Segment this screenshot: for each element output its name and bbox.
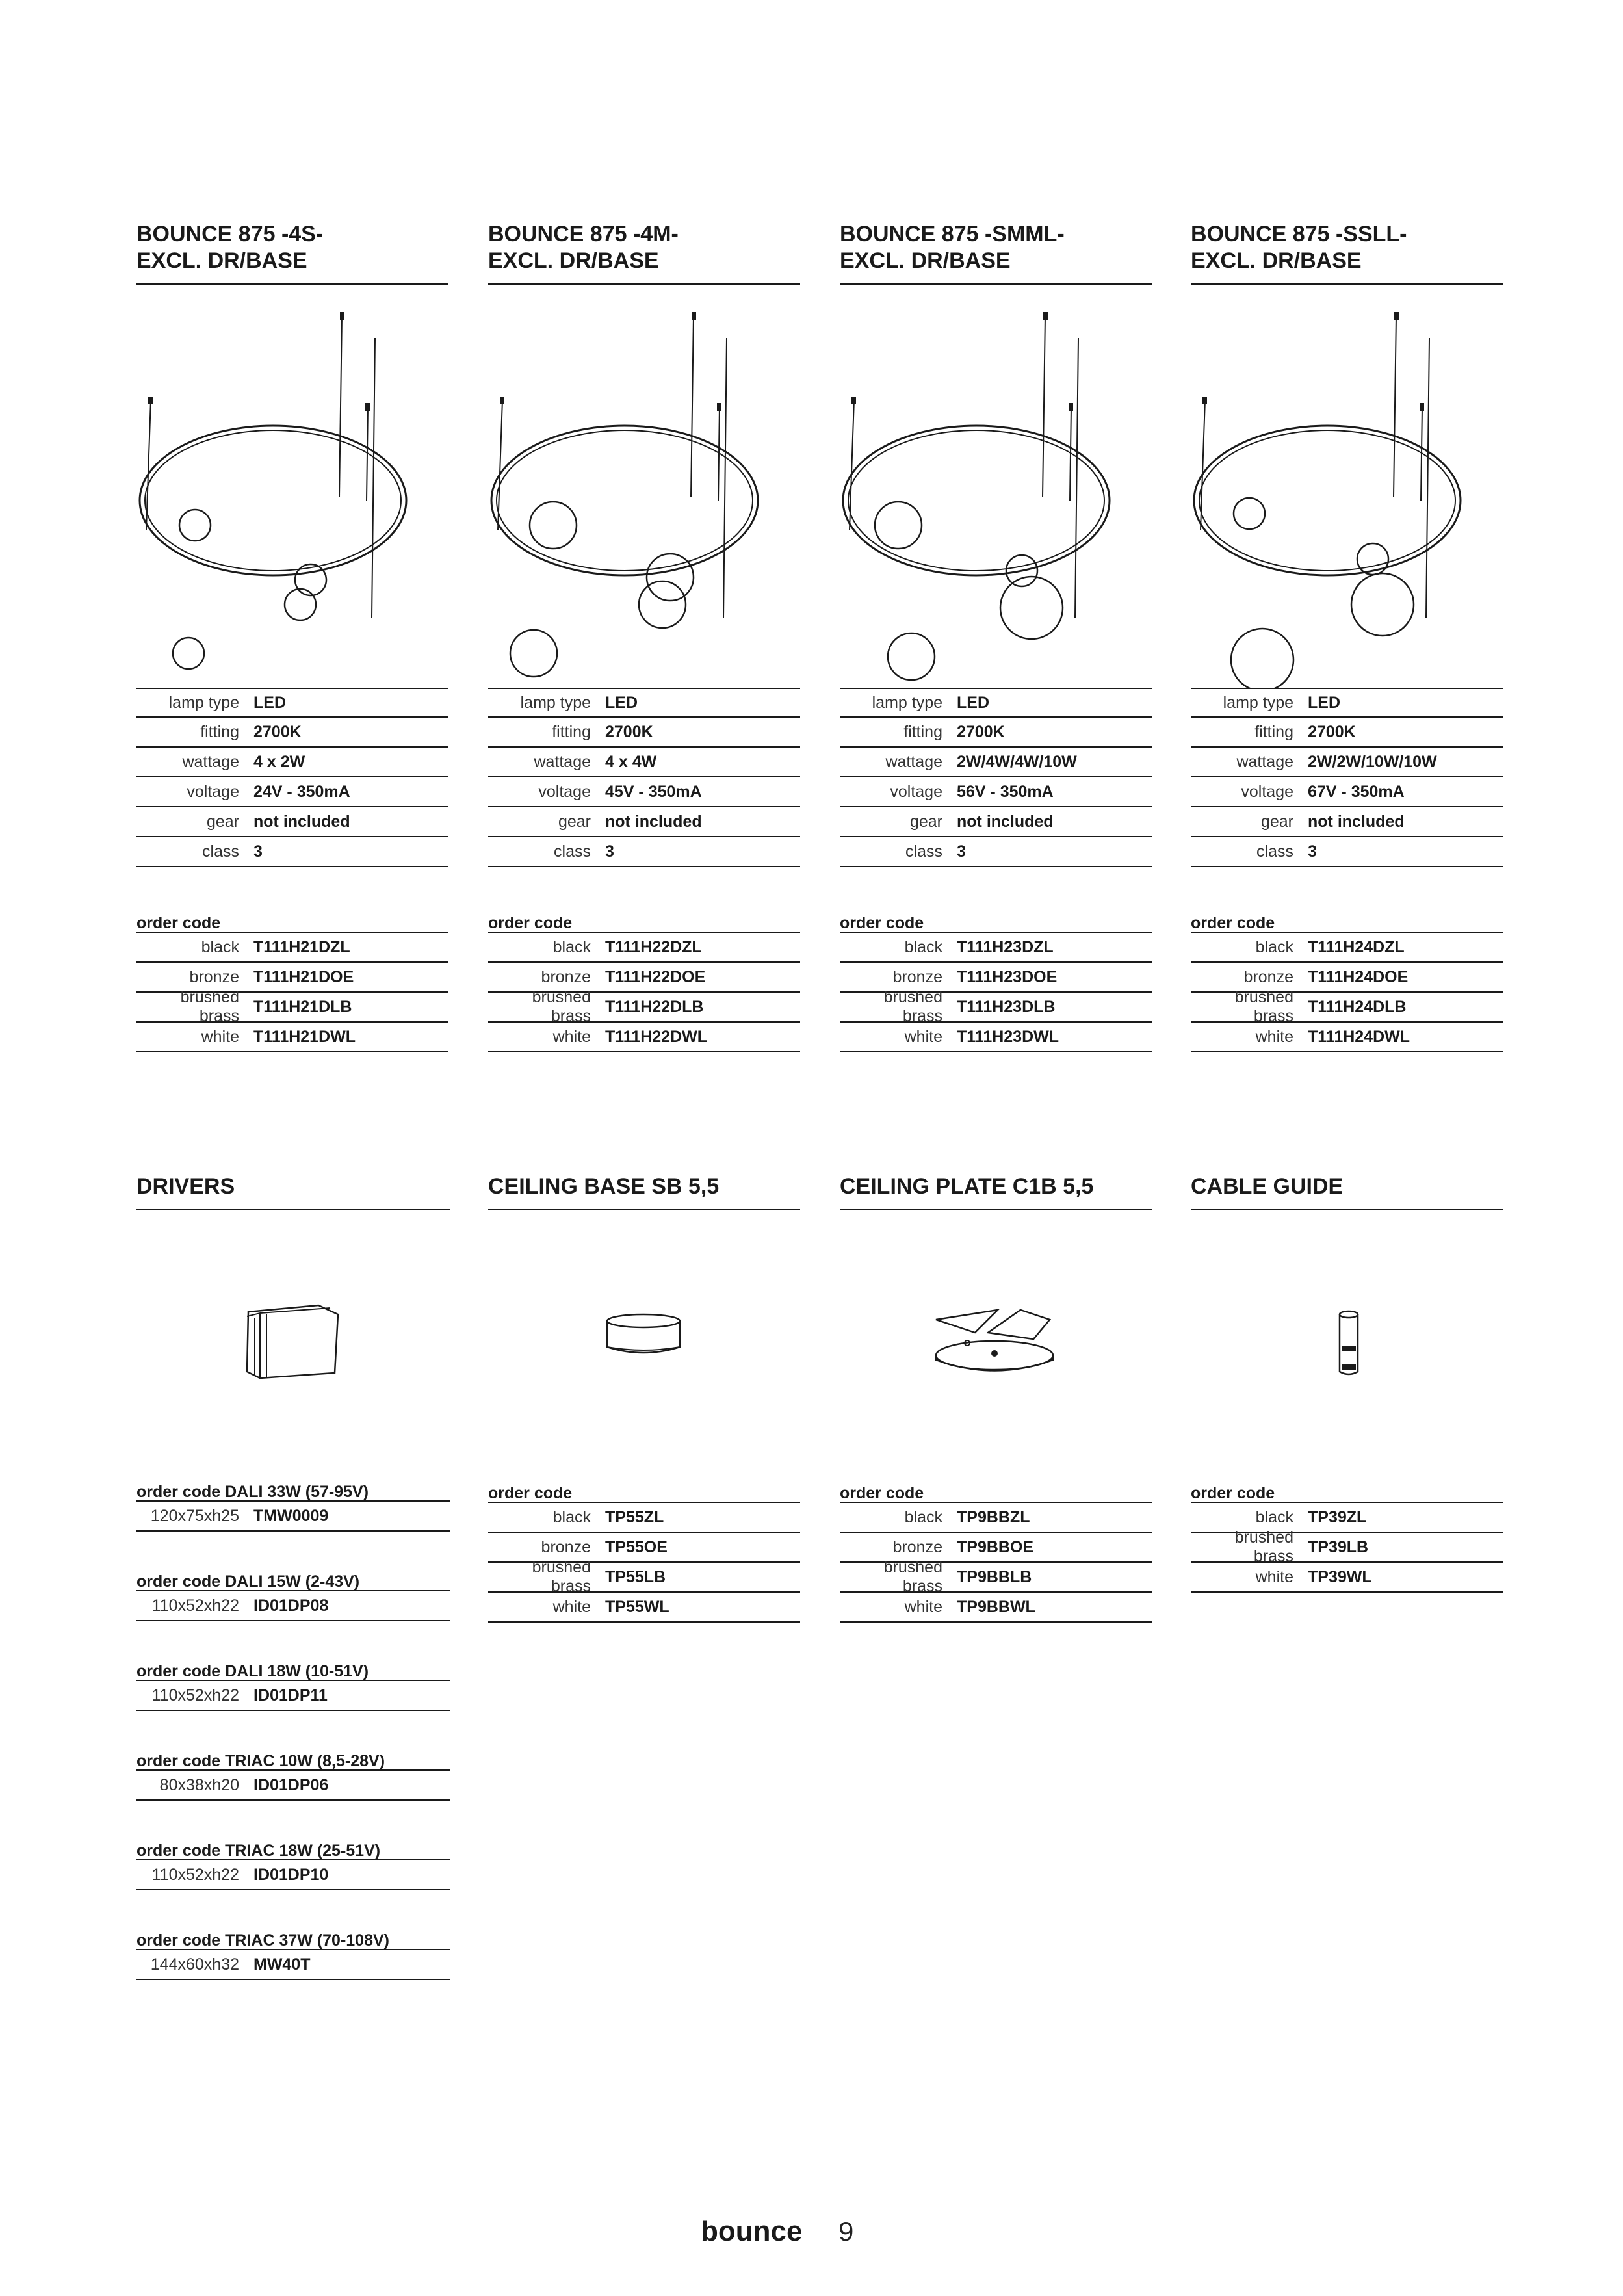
driver-row (136, 1950, 450, 1980)
driver-heading: order code DALI 18W (10-51V) (136, 1662, 450, 1681)
order-code-row (840, 988, 1152, 1025)
order-code-table (1191, 913, 1503, 1052)
ceiling-plate-title: CEILING PLATE C1B 5,5 (840, 1173, 1152, 1210)
spec-label: class (554, 842, 591, 861)
order-code-row (488, 1023, 800, 1052)
spec-row (488, 777, 800, 807)
order-code-row (840, 1593, 1152, 1623)
spec-value: 2W/2W/10W/10W (1308, 752, 1437, 771)
spec-row (488, 837, 800, 867)
spec-row (488, 718, 800, 748)
driver-heading: order code TRIAC 18W (25-51V) (136, 1841, 450, 1860)
spec-label: wattage (1236, 752, 1293, 771)
spec-value: 3 (605, 842, 614, 861)
spec-row (488, 688, 800, 718)
spec-label: gear (1260, 812, 1293, 831)
pendant-4m-drawing (488, 306, 800, 689)
order-code-value: T111H23DOE (957, 967, 1058, 986)
ceiling-base-drawing (601, 1307, 686, 1365)
order-code-row (136, 1023, 448, 1052)
order-code-row (840, 1558, 1152, 1595)
driver-group (136, 1572, 450, 1621)
driver-code: ID01DP10 (253, 1865, 329, 1884)
finish-label: black (1255, 937, 1293, 956)
order-code-heading: order code (136, 913, 448, 933)
order-code-heading: order code (840, 913, 1152, 933)
spec-value: not included (957, 812, 1054, 831)
drivers-title: DRIVERS (136, 1173, 450, 1210)
order-code-value: TP55ZL (605, 1507, 664, 1526)
spec-value: LED (957, 693, 989, 712)
order-code-heading: order code (488, 1483, 800, 1503)
spec-value: 2700K (253, 722, 302, 741)
order-code-row (136, 933, 448, 963)
order-code-value: TP39ZL (1308, 1507, 1367, 1526)
spec-value: not included (1308, 812, 1405, 831)
driver-row (136, 1591, 450, 1621)
driver-row (136, 1771, 450, 1801)
finish-label: black (201, 937, 239, 956)
spec-row (1191, 748, 1503, 777)
order-code-row (1191, 1023, 1503, 1052)
order-code-value: TP9BBZL (957, 1507, 1030, 1526)
order-code-row (840, 1023, 1152, 1052)
order-code-value: T111H23DLB (957, 997, 1056, 1016)
finish-label: black (904, 1507, 942, 1526)
cable-guide-drawing (1332, 1307, 1365, 1378)
spec-label: class (1256, 842, 1293, 861)
spec-value: 4 x 2W (253, 752, 305, 771)
driver-row (136, 1681, 450, 1711)
spec-value: 3 (1308, 842, 1317, 861)
pendant-4s-drawing (136, 306, 448, 689)
order-code-heading: order code (1191, 1483, 1503, 1503)
finish-label: brushed brass (180, 988, 239, 1025)
finish-label: brushed brass (1234, 988, 1293, 1025)
finish-label: black (552, 1507, 591, 1526)
driver-group (136, 1841, 450, 1890)
driver-heading: order code DALI 15W (2-43V) (136, 1572, 450, 1591)
driver-code: ID01DP11 (253, 1686, 328, 1704)
spec-row (1191, 777, 1503, 807)
finish-label: bronze (892, 1537, 942, 1556)
order-code-value: T111H22DZL (605, 937, 702, 956)
spec-value: 2700K (957, 722, 1005, 741)
order-code-row (1191, 933, 1503, 963)
finish-label: white (1255, 1567, 1293, 1586)
order-code-value: TP9BBLB (957, 1567, 1032, 1586)
driver-size: 110x52xh22 (151, 1596, 239, 1615)
driver-heading: order code DALI 33W (57-95V) (136, 1482, 450, 1502)
spec-row (136, 837, 448, 867)
driver-row (136, 1860, 450, 1890)
driver-size: 120x75xh25 (150, 1506, 239, 1525)
spec-label: voltage (187, 782, 239, 801)
spec-label: wattage (182, 752, 239, 771)
finish-label: brushed brass (532, 1558, 591, 1595)
finish-label: white (201, 1027, 239, 1046)
spec-label: fitting (903, 722, 942, 741)
driver-code: TMW0009 (253, 1506, 329, 1525)
order-code-value: T111H24DOE (1308, 967, 1409, 986)
order-code-value: TP55LB (605, 1567, 666, 1586)
product-title: BOUNCE 875 -4S- EXCL. DR/BASE (136, 221, 448, 285)
finish-label: bronze (1243, 967, 1293, 986)
finish-label: bronze (541, 1537, 591, 1556)
order-code-table (488, 913, 800, 1052)
order-code-heading: order code (840, 1483, 1152, 1503)
spec-value: 2W/4W/4W/10W (957, 752, 1077, 771)
order-code-row (488, 1503, 800, 1533)
finish-label: white (552, 1027, 591, 1046)
spec-row (840, 777, 1152, 807)
order-code-value: TP55WL (605, 1597, 669, 1616)
spec-label: class (202, 842, 239, 861)
order-code-value: TP55OE (605, 1537, 668, 1556)
spec-value: 45V - 350mA (605, 782, 702, 801)
spec-row (1191, 718, 1503, 748)
spec-row (840, 718, 1152, 748)
spec-value: 3 (253, 842, 263, 861)
order-code-row (1191, 988, 1503, 1025)
spec-row (1191, 688, 1503, 718)
spec-label: lamp type (872, 693, 942, 712)
order-code-value: T111H23DWL (957, 1027, 1059, 1046)
spec-table (136, 688, 448, 867)
order-code-row (136, 988, 448, 1025)
driver-size: 144x60xh32 (150, 1955, 239, 1974)
spec-row (840, 688, 1152, 718)
driver-size: 110x52xh22 (151, 1865, 239, 1884)
spec-label: wattage (534, 752, 591, 771)
order-code-table (136, 913, 448, 1052)
order-code-value: T111H21DZL (253, 937, 350, 956)
spec-row (136, 688, 448, 718)
spec-value: 2700K (605, 722, 653, 741)
order-code-value: T111H24DZL (1308, 937, 1405, 956)
driver-group (136, 1482, 450, 1532)
spec-value: 2700K (1308, 722, 1356, 741)
spec-row (488, 748, 800, 777)
spec-label: voltage (1241, 782, 1293, 801)
finish-label: brushed brass (883, 988, 942, 1025)
spec-row (1191, 807, 1503, 837)
finish-label: bronze (541, 967, 591, 986)
spec-label: gear (558, 812, 591, 831)
order-code-row (1191, 1563, 1503, 1593)
spec-row (488, 807, 800, 837)
finish-label: white (552, 1597, 591, 1616)
finish-label: black (904, 937, 942, 956)
order-code-value: T111H21DLB (253, 997, 352, 1016)
spec-value: 4 x 4W (605, 752, 657, 771)
spec-value: 24V - 350mA (253, 782, 350, 801)
driver-code: ID01DP08 (253, 1596, 329, 1615)
spec-row (840, 748, 1152, 777)
spec-label: voltage (538, 782, 591, 801)
spec-label: lamp type (1223, 693, 1293, 712)
order-code-value: T111H21DWL (253, 1027, 356, 1046)
order-code-value: T111H24DLB (1308, 997, 1407, 1016)
order-code-row (488, 933, 800, 963)
pendant-ssll-drawing (1191, 306, 1503, 689)
spec-row (136, 777, 448, 807)
spec-label: wattage (885, 752, 942, 771)
finish-label: black (1255, 1507, 1293, 1526)
finish-label: black (552, 937, 591, 956)
spec-label: voltage (890, 782, 942, 801)
footer-brand: bounce (701, 2215, 803, 2247)
order-code-heading: order code (488, 913, 800, 933)
product-title: BOUNCE 875 -SMML- EXCL. DR/BASE (840, 221, 1152, 285)
spec-label: class (905, 842, 942, 861)
order-code-value: T111H22DLB (605, 997, 704, 1016)
spec-label: fitting (552, 722, 591, 741)
spec-label: lamp type (520, 693, 591, 712)
spec-value: 56V - 350mA (957, 782, 1054, 801)
spec-label: fitting (200, 722, 239, 741)
product-title: BOUNCE 875 -4M- EXCL. DR/BASE (488, 221, 800, 285)
spec-row (136, 807, 448, 837)
spec-value: not included (253, 812, 350, 831)
spec-row (136, 748, 448, 777)
spec-table (840, 688, 1152, 867)
order-code-row (488, 1593, 800, 1623)
spec-row (136, 718, 448, 748)
pendant-smml-drawing (840, 306, 1152, 689)
ceiling-base-title: CEILING BASE SB 5,5 (488, 1173, 800, 1210)
spec-value: 67V - 350mA (1308, 782, 1405, 801)
order-code-row (488, 1558, 800, 1595)
order-code-value: TP9BBWL (957, 1597, 1035, 1616)
order-code-value: T111H23DZL (957, 937, 1054, 956)
driver-group (136, 1751, 450, 1801)
spec-value: 3 (957, 842, 966, 861)
spec-label: gear (206, 812, 239, 831)
ceiling-plate-drawing (923, 1300, 1066, 1378)
spec-row (840, 837, 1152, 867)
driver-code: ID01DP06 (253, 1775, 329, 1794)
finish-label: bronze (189, 967, 239, 986)
order-code-row (488, 988, 800, 1025)
order-code-value: T111H22DOE (605, 967, 706, 986)
cable-guide-title: CABLE GUIDE (1191, 1173, 1503, 1210)
driver-group (136, 1662, 450, 1711)
driver-heading: order code TRIAC 37W (70-108V) (136, 1931, 450, 1950)
order-code-value: T111H22DWL (605, 1027, 708, 1046)
driver-group (136, 1931, 450, 1980)
spec-row (840, 807, 1152, 837)
spec-label: gear (909, 812, 942, 831)
spec-value: LED (605, 693, 638, 712)
driver-size: 110x52xh22 (151, 1686, 239, 1704)
order-code-row (840, 1503, 1152, 1533)
driver-heading: order code TRIAC 10W (8,5-28V) (136, 1751, 450, 1771)
driver-size: 80x38xh20 (159, 1775, 239, 1794)
finish-label: brushed brass (883, 1558, 942, 1595)
driver-row (136, 1502, 450, 1532)
order-code-heading: order code (1191, 913, 1503, 933)
spec-table (488, 688, 800, 867)
product-title: BOUNCE 875 -SSLL- EXCL. DR/BASE (1191, 221, 1503, 285)
order-code-value: T111H21DOE (253, 967, 354, 986)
finish-label: bronze (892, 967, 942, 986)
order-code-value: TP39WL (1308, 1567, 1372, 1586)
order-code-row (840, 933, 1152, 963)
finish-label: brushed brass (1234, 1528, 1293, 1565)
order-code-table (840, 913, 1152, 1052)
finish-label: white (1255, 1027, 1293, 1046)
spec-label: lamp type (168, 693, 239, 712)
finish-label: white (904, 1597, 942, 1616)
spec-label: fitting (1254, 722, 1293, 741)
driver-code: MW40T (253, 1955, 311, 1974)
order-code-value: T111H24DWL (1308, 1027, 1410, 1046)
page-number: 9 (838, 2216, 854, 2247)
spec-value: LED (1308, 693, 1340, 712)
order-code-value: TP9BBOE (957, 1537, 1034, 1556)
driver-box-drawing (240, 1300, 351, 1385)
spec-value: LED (253, 693, 286, 712)
spec-table (1191, 688, 1503, 867)
order-code-value: TP39LB (1308, 1537, 1369, 1556)
spec-row (1191, 837, 1503, 867)
spec-value: not included (605, 812, 702, 831)
order-code-row (1191, 1528, 1503, 1565)
finish-label: white (904, 1027, 942, 1046)
finish-label: brushed brass (532, 988, 591, 1025)
